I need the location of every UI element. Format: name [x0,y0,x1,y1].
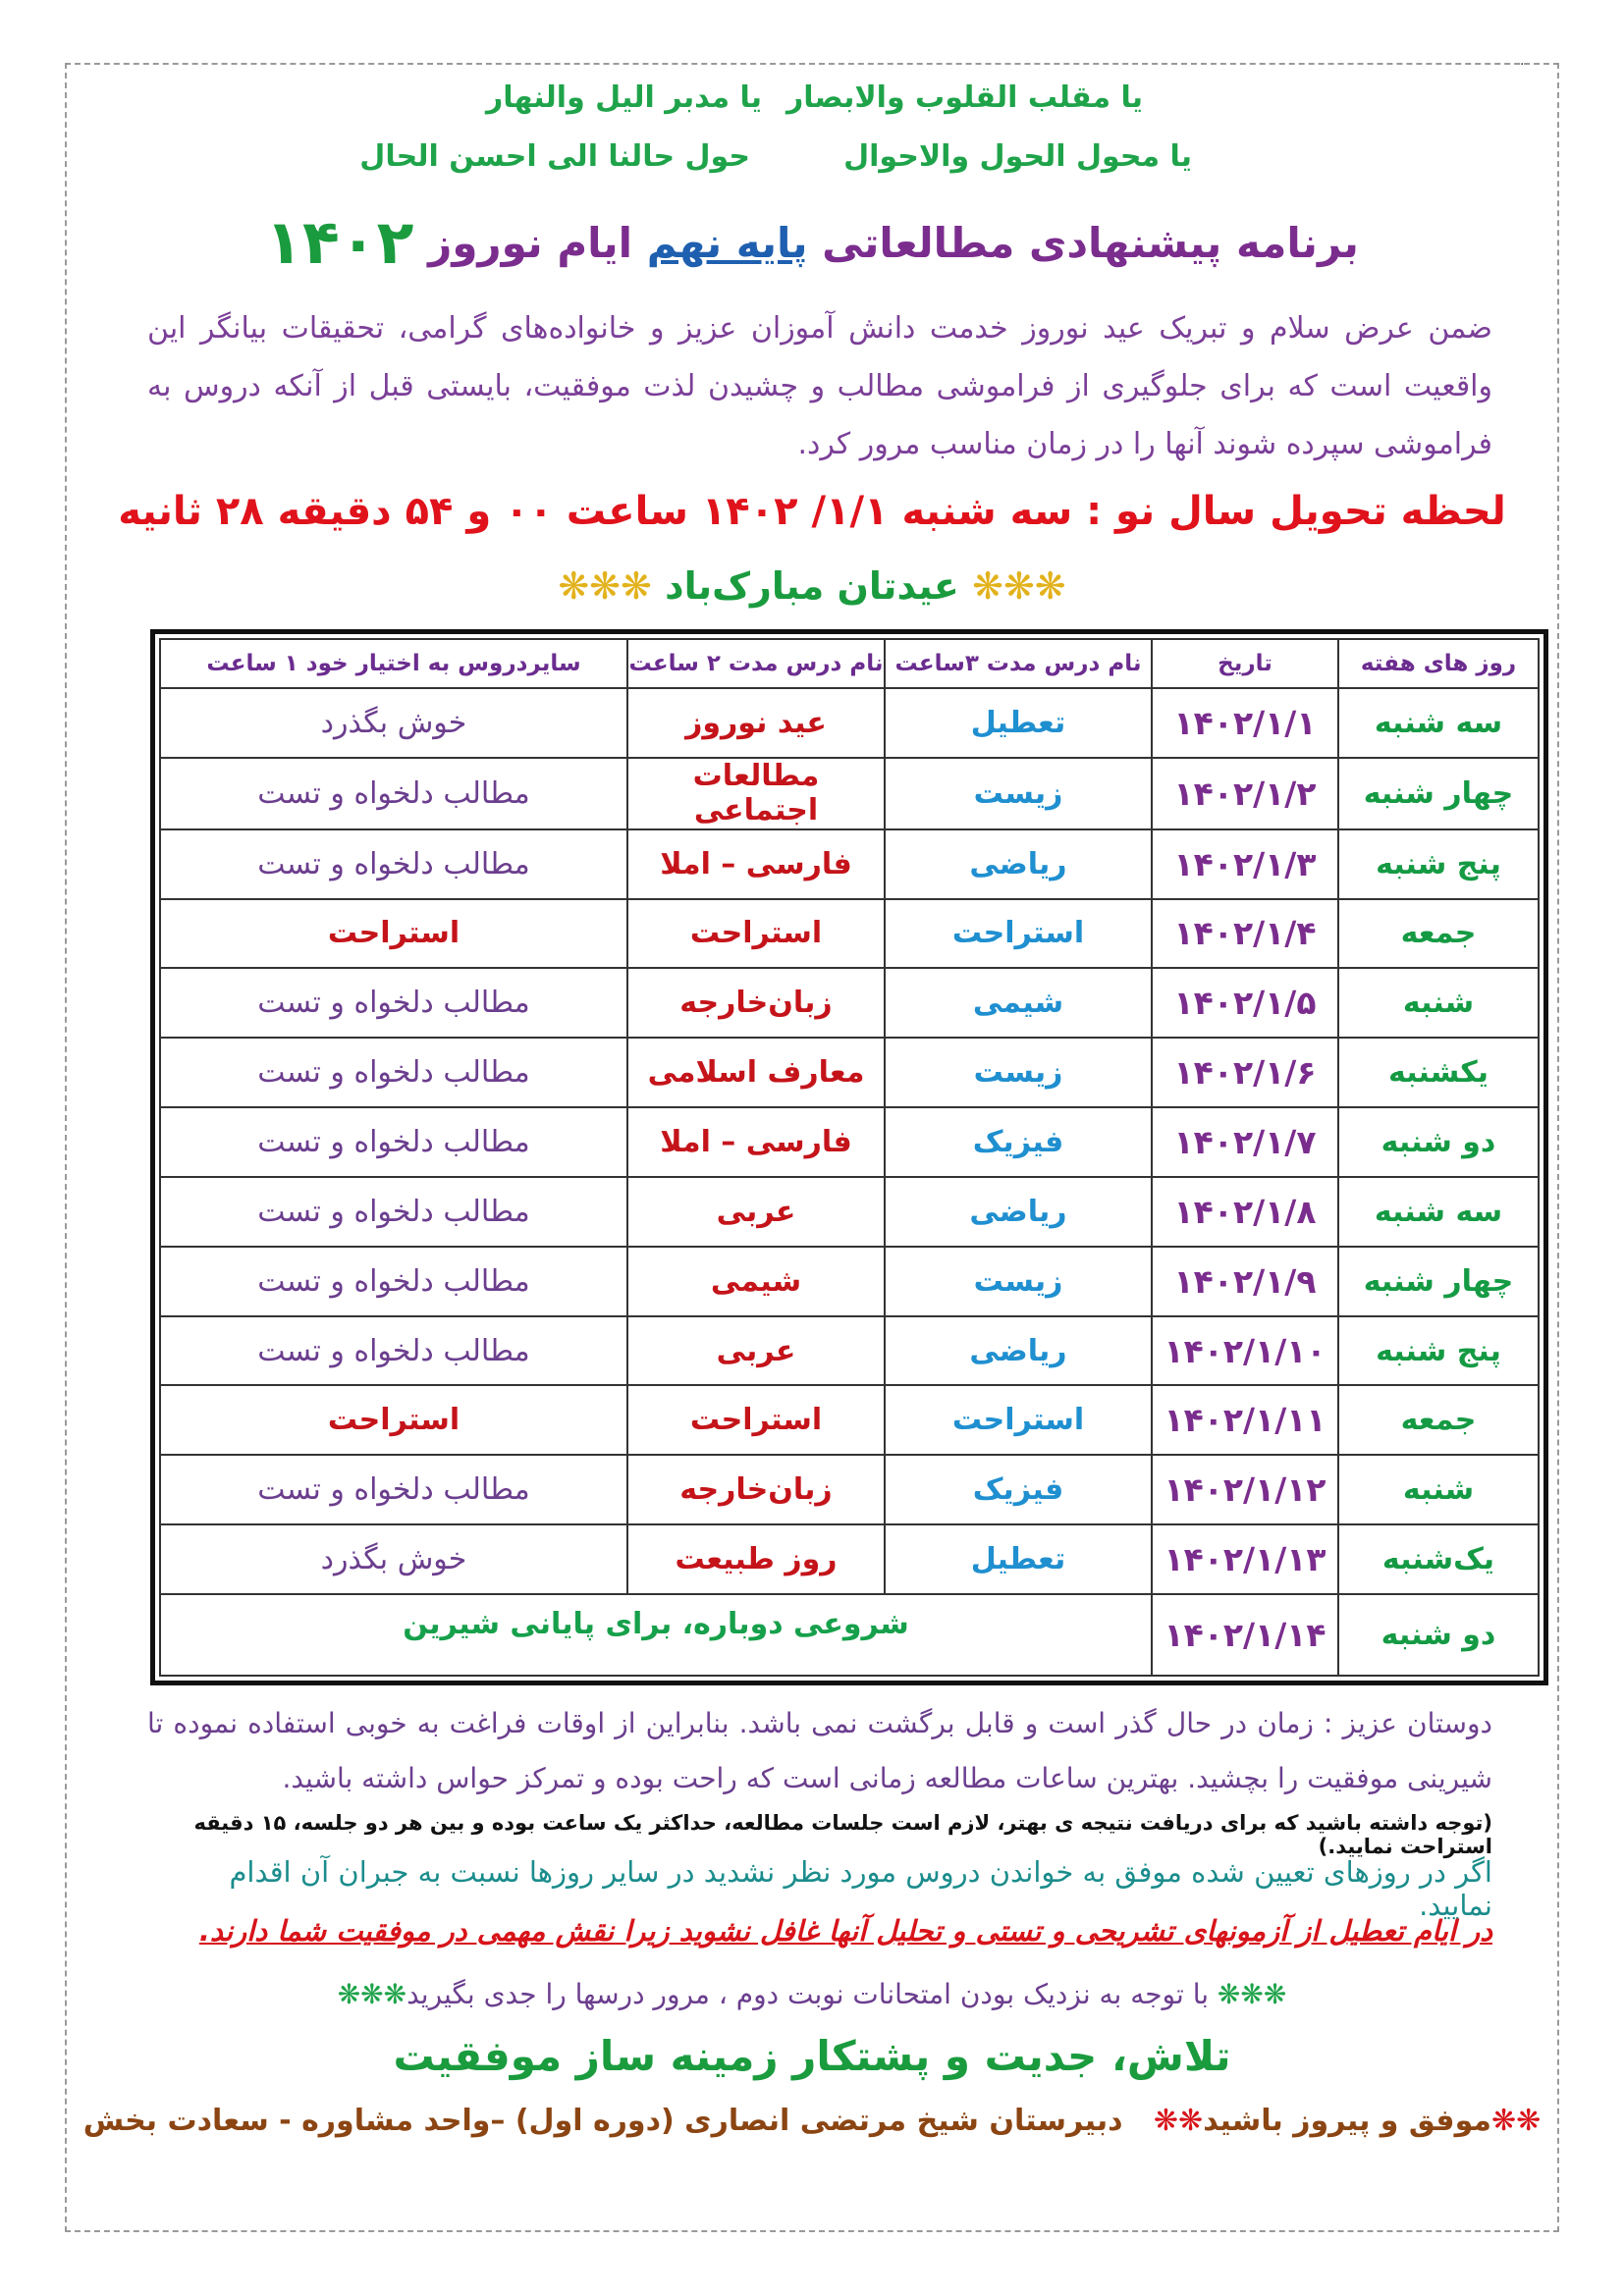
table-row [160,1385,1539,1455]
table-header-row [160,639,1539,688]
other-cell: مطالب دلخواه و تست [160,968,627,1038]
other-cell: مطالب دلخواه و تست [160,829,627,899]
corner-dot: . [1520,53,1525,69]
other-cell: خوش بگذرد [160,688,627,758]
day-cell: یکشنبه [1338,1038,1539,1107]
table-row [160,758,1539,829]
lesson-2h-cell: زبان‌خارجه [627,1455,885,1524]
title-grade: پایه نهم [646,219,808,267]
day-cell: پنج شنبه [1338,829,1539,899]
table-row [160,1524,1539,1594]
table-row [160,1107,1539,1177]
schedule-table-frame [150,629,1548,1685]
star-decoration: ❋❋ [1490,2104,1542,2138]
day-cell: سه شنبه [1338,1177,1539,1247]
date-cell: ۱۴۰۲/۱/۸ [1152,1177,1338,1247]
day-cell: شنبه [1338,1455,1539,1524]
header-day: روز های هفته [1338,639,1539,688]
table-row [160,1455,1539,1524]
day-cell: دو شنبه [1338,1107,1539,1177]
day-cell: یک‌شنبه [1338,1524,1539,1594]
date-cell: ۱۴۰۲/۱/۱۴ [1152,1594,1338,1676]
lesson-2h-cell: عربی [627,1177,885,1247]
lesson-3h-cell: ریاضی [885,829,1152,899]
lesson-3h-cell: زیست [885,1247,1152,1316]
date-cell: ۱۴۰۲/۱/۴ [1152,899,1338,969]
lesson-2h-cell: معارف اسلامی [627,1038,885,1107]
header-lesson-3h: نام درس مدت ۳ساعت [885,639,1152,688]
date-cell: ۱۴۰۲/۱/۹ [1152,1247,1338,1316]
lesson-2h-cell: مطالعات اجتماعی [627,758,885,829]
table-row [160,1316,1539,1386]
schedule-body [160,688,1539,1676]
lesson-2h-cell: استراحت [627,1385,885,1455]
prayer-line-3: یا محول الحول والاحوال [843,139,1192,174]
day-cell: شنبه [1338,968,1539,1038]
date-cell: ۱۴۰۲/۱/۱۰ [1152,1316,1338,1386]
title-part-2: ایام نوروز [428,219,633,267]
header-other-1h: سایردروس به اختیار خود ۱ ساعت [160,639,627,688]
date-cell: ۱۴۰۲/۱/۳ [1152,829,1338,899]
prayer-line-4: حول حالنا الی احسن الحال [359,139,750,174]
lesson-3h-cell: استراحت [885,899,1152,969]
table-row [160,1038,1539,1107]
header-date: تاریخ [1152,639,1338,688]
other-cell: مطالب دلخواه و تست [160,1038,627,1107]
signature [0,2104,1624,2138]
star-decoration-right: ❋❋❋ [972,564,1066,608]
day-cell: چهار شنبه [1338,1247,1539,1316]
lesson-2h-cell: شیمی [627,1247,885,1316]
other-cell: مطالب دلخواه و تست [160,758,627,829]
date-cell: ۱۴۰۲/۱/۱۳ [1152,1524,1338,1594]
lesson-3h-cell: زیست [885,758,1152,829]
lesson-3h-cell: شیمی [885,968,1152,1038]
advice-paragraph: دوستان عزیز : زمان در حال گذر است و قابل برگشت نمی باشد. بنابراین از اوقات فراغت به خوبی استفاده نموده تا شیرینی موفقیت را بچشید. بهترین ساعات مطالعه زمانی است که راحت بوده و تمرکز حواس داشته باشید. [147,1707,1492,1794]
table-row [160,968,1539,1038]
other-cell: مطالب دلخواه و تست [160,1247,627,1316]
other-cell: مطالب دلخواه و تست [160,1107,627,1177]
lesson-3h-cell: ریاضی [885,1177,1152,1247]
review-reminder [0,1978,1624,2010]
lesson-2h-cell: استراحت [627,899,885,969]
other-cell: خوش بگذرد [160,1524,627,1594]
lesson-2h-cell: زبان‌خارجه [627,968,885,1038]
day-cell: چهار شنبه [1338,758,1539,829]
day-cell: جمعه [1338,1385,1539,1455]
date-cell: ۱۴۰۲/۱/۱۱ [1152,1385,1338,1455]
date-cell: ۱۴۰۲/۱/۱ [1152,688,1338,758]
schedule-table [159,638,1540,1677]
other-cell: مطالب دلخواه و تست [160,1177,627,1247]
exam-reminder: در ایام تعطیل از آزمونهای تشریحی و تستی و تحلیل آنها غافل نشوید زیرا نقش مهمی در موفقیت شما دارند. [198,1914,1492,1948]
other-cell: استراحت [160,899,627,969]
lesson-2h-cell: روز طبیعت [627,1524,885,1594]
merged-closing-cell: شروعی دوباره، برای پایانی شیرین [160,1594,1152,1676]
lesson-3h-cell: ریاضی [885,1316,1152,1386]
table-row [160,899,1539,969]
table-row [160,1177,1539,1247]
day-cell: سه شنبه [1338,688,1539,758]
date-cell: ۱۴۰۲/۱/۲ [1152,758,1338,829]
lesson-2h-cell: فارسی – املا [627,829,885,899]
table-row [160,1247,1539,1316]
lesson-3h-cell: فیزیک [885,1455,1152,1524]
lesson-2h-cell: فارسی – املا [627,1107,885,1177]
star-decoration: ❋❋ [1153,2104,1204,2138]
header-lesson-2h: نام درس مدت ۲ ساعت [627,639,885,688]
prayer-line-2: یا مدبر الیل والنهار [485,80,762,115]
lesson-3h-cell: تعطیل [885,688,1152,758]
star-decoration: ❋❋❋ [337,1978,407,2010]
page-title [0,206,1624,278]
lesson-3h-cell: زیست [885,1038,1152,1107]
eid-text: عیدتان مبارک‌باد [665,564,959,608]
motto: تلاش، جدیت و پشتکار زمینه ساز موفقیت [393,2032,1231,2080]
lesson-3h-cell: استراحت [885,1385,1152,1455]
date-cell: ۱۴۰۲/۱/۱۲ [1152,1455,1338,1524]
date-cell: ۱۴۰۲/۱/۷ [1152,1107,1338,1177]
other-cell: مطالب دلخواه و تست [160,1316,627,1386]
lesson-2h-cell: عید نوروز [627,688,885,758]
review-text: با توجه به نزدیک بودن امتحانات نوبت دوم ، مرور درسها را جدی بگیرید [406,1978,1210,2010]
lesson-3h-cell: فیزیک [885,1107,1152,1177]
lesson-2h-cell: عربی [627,1316,885,1386]
makeup-note: اگر در روزهای تعیین شده موفق به خواندن دروس مورد نظر نشدید در سایر روزها نسبت به جبران آن اقدام نمایید. [229,1855,1492,1922]
title-year: ۱۴۰۲ [265,206,414,278]
star-decoration: ❋❋❋ [1217,1978,1287,2010]
lesson-3h-cell: تعطیل [885,1524,1152,1594]
day-cell: جمعه [1338,899,1539,969]
table-row-last [160,1594,1539,1676]
other-cell: استراحت [160,1385,627,1455]
day-cell: پنج شنبه [1338,1316,1539,1386]
intro-paragraph: ضمن عرض سلام و تبریک عید نوروز خدمت دانش آموزان عزیز و خانواده‌های گرامی، تحقیقات بیانگر این واقعیت است که برای جلوگیری از فراموشی مطالب و چشیدن لذت موفقیت، بایستی قبل از آنکه دروس به فراموشی سپرده شوند آنها را در زمان مناسب مرور کرد. [147,311,1492,461]
new-year-moment: لحظه تحویل سال نو : سه شنبه ۱/۱/ ۱۴۰۲ ساعت ۰۰ و ۵۴ دقیقه ۲۸ ثانیه [118,489,1506,534]
date-cell: ۱۴۰۲/۱/۶ [1152,1038,1338,1107]
star-decoration-left: ❋❋❋ [558,564,652,608]
study-note: (توجه داشته باشید که برای دریافت نتیجه ی بهتر، لازم است جلسات مطالعه، حداکثر یک ساعت بوده و بین هر دو جلسه، ۱۵ دقیقه استراحت نمایید.) [193,1811,1492,1858]
sign-wish: موفق و پیروز باشید [1203,2104,1491,2138]
prayer-line-1: یا مقلب القلوب والابصار [785,80,1143,115]
title-part-1: برنامه پیشنهادی مطالعاتی [822,219,1359,267]
eid-greeting [0,564,1624,608]
table-row [160,688,1539,758]
sign-school: دبیرستان شیخ مرتضی انصاری (دوره اول) –واحد مشاوره - سعادت بخش [82,2104,1123,2138]
other-cell: مطالب دلخواه و تست [160,1455,627,1524]
date-cell: ۱۴۰۲/۱/۵ [1152,968,1338,1038]
day-cell: دو شنبه [1338,1594,1539,1676]
table-row [160,829,1539,899]
